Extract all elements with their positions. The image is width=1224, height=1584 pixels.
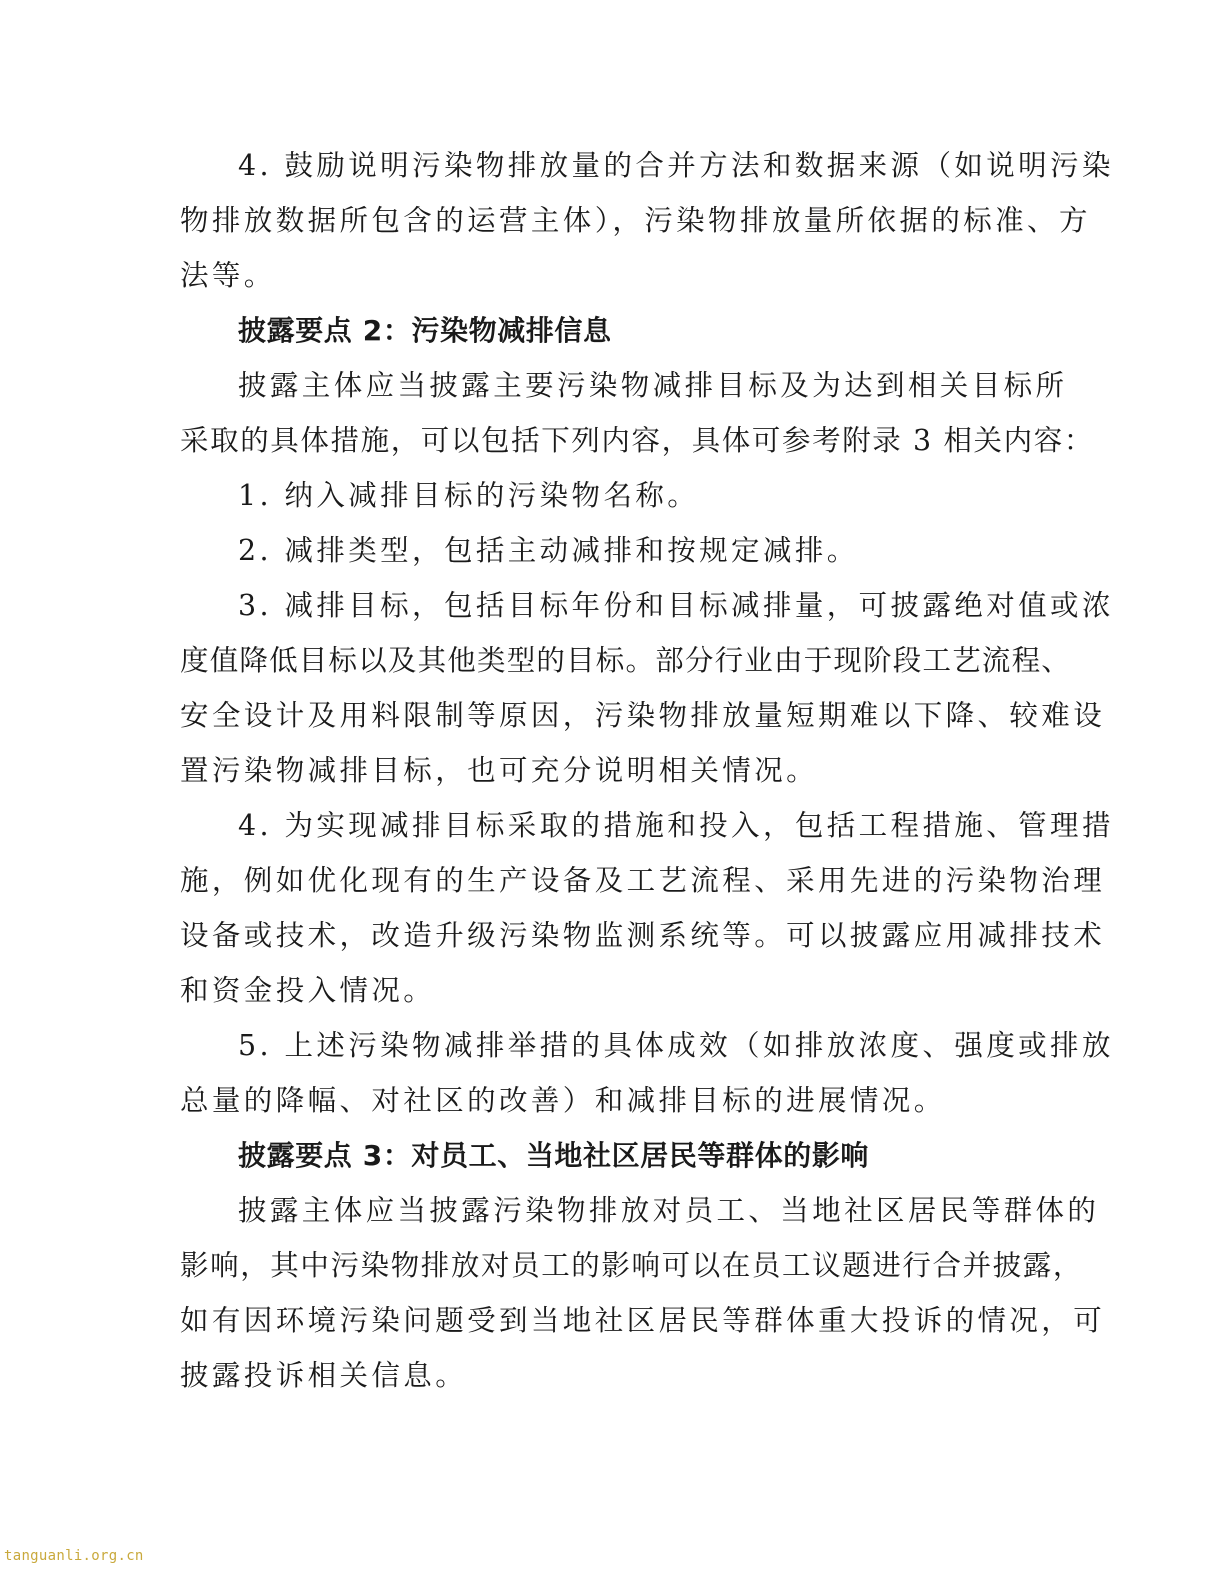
paragraph-line: 披露主体应当披露主要污染物减排目标及为达到相关目标所 [238, 369, 1068, 402]
paragraph-line: 度值降低目标以及其他类型的目标。部分行业由于现阶段工艺流程、 [180, 644, 1072, 677]
paragraph-line: 物排放数据所包含的运营主体），污染物排放量所依据的标准、方 [180, 204, 1091, 237]
paragraph-line: 法等。 [180, 259, 276, 292]
paragraph-line: 如有因环境污染问题受到当地社区居民等群体重大投诉的情况，可 [180, 1304, 1106, 1337]
paragraph-line: 1. 纳入减排目标的污染物名称。 [238, 479, 700, 512]
section-heading: 披露要点 2：污染物减排信息 [238, 314, 612, 347]
paragraph-line: 采取的具体措施，可以包括下列内容，具体可参考附录 3 相关内容： [180, 424, 1094, 457]
section-heading: 披露要点 3：对员工、当地社区居民等群体的影响 [238, 1139, 870, 1172]
paragraph-line: 披露主体应当披露污染物排放对员工、当地社区居民等群体的 [238, 1194, 1100, 1227]
paragraph-line: 4. 鼓励说明污染物排放量的合并方法和数据来源（如说明污染 [238, 149, 1114, 182]
paragraph-line: 总量的降幅、对社区的改善）和减排目标的进展情况。 [180, 1084, 946, 1117]
paragraph-line: 安全设计及用料限制等原因，污染物排放量短期难以下降、较难设 [180, 699, 1106, 732]
paragraph-line: 披露投诉相关信息。 [180, 1359, 468, 1392]
paragraph-line: 4. 为实现减排目标采取的措施和投入，包括工程措施、管理措 [238, 809, 1114, 842]
paragraph-line: 设备或技术，改造升级污染物监测系统等。可以披露应用减排技术 [180, 919, 1106, 952]
paragraph-line: 3. 减排目标，包括目标年份和目标减排量，可披露绝对值或浓 [238, 589, 1114, 622]
paragraph-line: 2. 减排类型，包括主动减排和按规定减排。 [238, 534, 859, 567]
watermark-text: tanguanli.org.cn [4, 1548, 144, 1564]
paragraph-line: 影响，其中污染物排放对员工的影响可以在员工议题进行合并披露， [180, 1249, 1084, 1282]
paragraph-line: 5. 上述污染物减排举措的具体成效（如排放浓度、强度或排放 [238, 1029, 1114, 1062]
paragraph-line: 置污染物减排目标，也可充分说明相关情况。 [180, 754, 819, 787]
paragraph-line: 施，例如优化现有的生产设备及工艺流程、采用先进的污染物治理 [180, 864, 1106, 897]
paragraph-line: 和资金投入情况。 [180, 974, 436, 1007]
